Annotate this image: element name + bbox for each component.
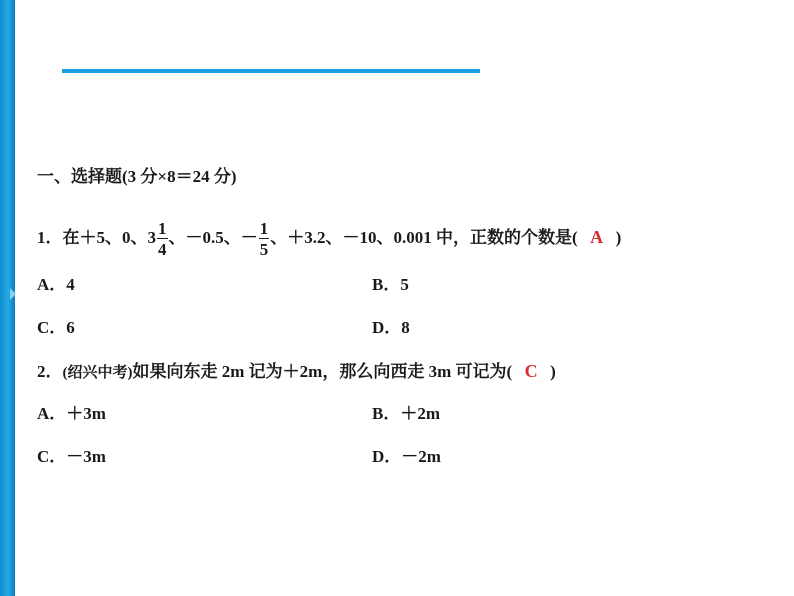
q1-option-a: A．4 (37, 275, 75, 294)
accent-arrow-icon (10, 288, 16, 300)
q2-stem: 如果向东走 2m 记为＋2m，那么向西走 3m 可记为( (132, 362, 513, 381)
q2-source: (绍兴中考) (62, 365, 133, 381)
q2-option-a: A．＋3m (37, 404, 106, 423)
frac1-numerator: 1 (158, 219, 167, 238)
q2-close-paren: ) (550, 362, 556, 381)
section-title: 一、选择题(3 分×8＝24 分) (37, 167, 237, 186)
question-2 (37, 360, 556, 384)
q2-option-d: D．－2m (372, 447, 441, 466)
q1-stem-c: 、＋3.2、－10、0.001 中，正数的个数是( (270, 227, 578, 247)
title-rule (62, 69, 480, 73)
q2-option-b: B．＋2m (372, 404, 440, 423)
question-1 (37, 220, 621, 258)
frac1-denominator: 4 (158, 240, 167, 259)
frac2-numerator: 1 (259, 219, 269, 238)
q1-number: 1． (37, 227, 63, 247)
q1-option-b: B．5 (372, 275, 409, 294)
q2-number: 2． (37, 362, 63, 381)
q2-answer: C (524, 361, 538, 381)
q1-answer: A (590, 226, 604, 247)
fraction-one-quarter (157, 220, 168, 258)
q2-option-c: C．－3m (37, 447, 106, 466)
q1-option-d: D．8 (372, 318, 410, 337)
frac2-denominator: 5 (259, 240, 269, 259)
q1-option-c: C．6 (37, 318, 75, 337)
q1-stem-a: 在＋5、0、3 (62, 227, 156, 247)
q1-close-paren: ) (615, 227, 622, 247)
q1-stem-b: 、－0.5、－ (168, 227, 258, 247)
fraction-one-fifth (259, 220, 270, 258)
